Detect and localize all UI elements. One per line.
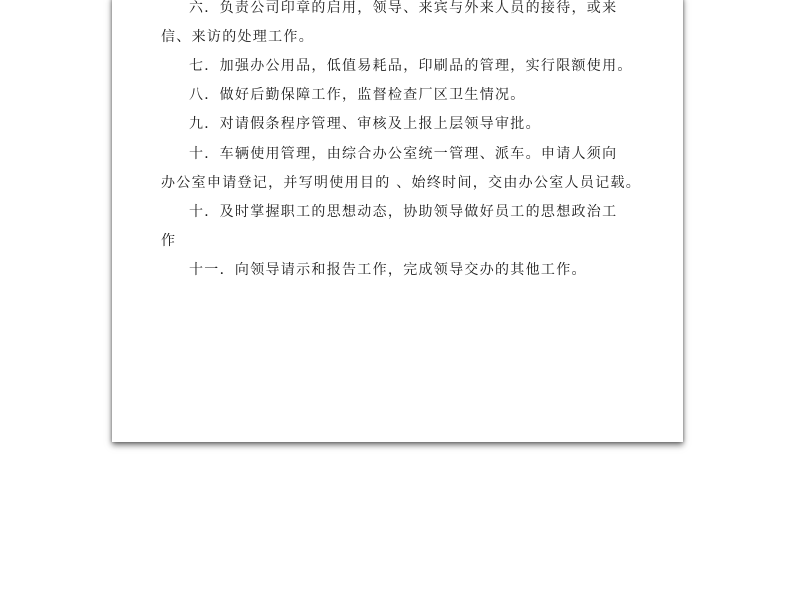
- document-line-3: 七．加强办公用品，低值易耗品，印刷品的管理，实行限额使用。: [189, 58, 633, 74]
- document-line-6: 十．车辆使用管理，由综合办公室统一管理、派车。申请人须向: [189, 146, 618, 162]
- document-line-9: 作: [161, 233, 177, 249]
- document-line-1: 六．负责公司印章的启用，领导、来宾与外来人员的接待，或来: [189, 0, 618, 16]
- document-page: [112, 0, 683, 442]
- document-line-7: 办公室申请登记，并写明使用目的 、始终时间，交由办公室人员记载。: [161, 175, 642, 191]
- document-line-10: 十一．向领导请示和报告工作，完成领导交办的其他工作。: [189, 262, 587, 278]
- document-line-4: 八．做好后勤保障工作，监督检查厂区卫生情况。: [189, 87, 526, 103]
- document-line-8: 十．及时掌握职工的思想动态，协助领导做好员工的思想政治工: [189, 204, 618, 220]
- document-line-5: 九．对请假条程序管理、审核及上报上层领导审批。: [189, 116, 541, 132]
- document-line-2: 信、来访的处理工作。: [161, 29, 314, 45]
